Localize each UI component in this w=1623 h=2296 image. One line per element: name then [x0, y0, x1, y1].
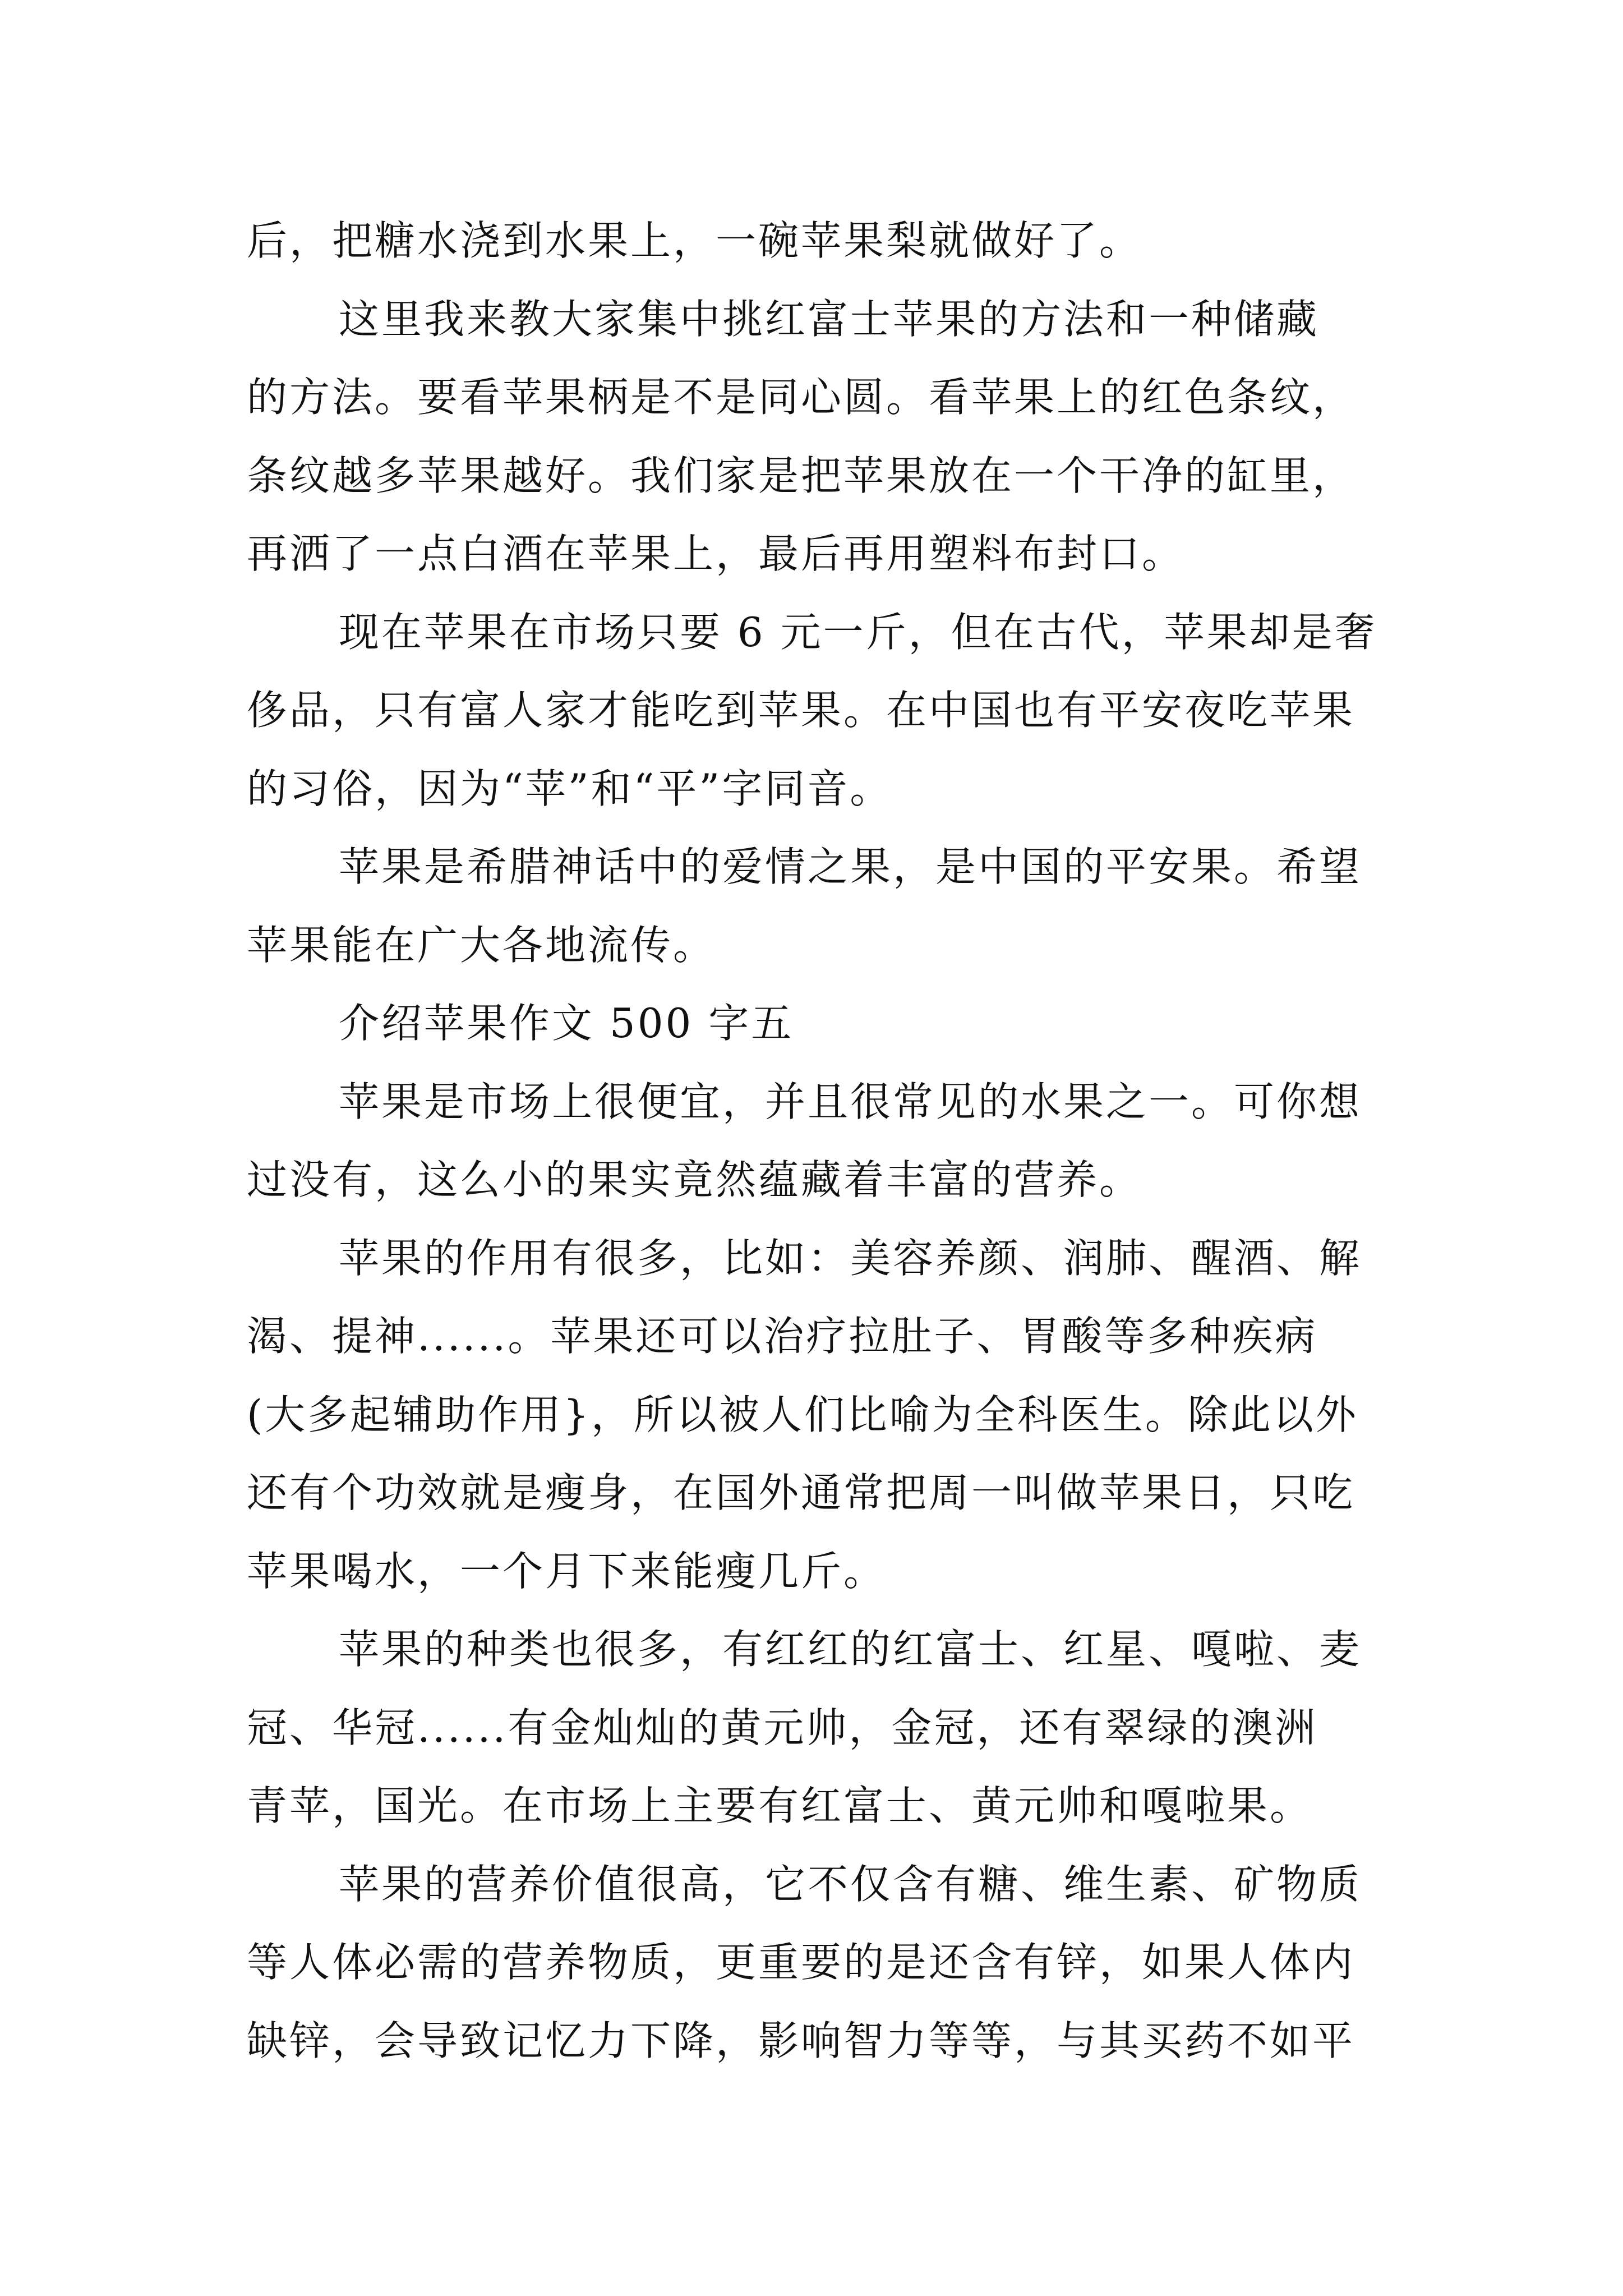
text-line: 侈品，只有富人家才能吃到苹果。在中国也有平安夜吃苹果: [247, 687, 1355, 734]
section-heading: 介绍苹果作文 500 字五: [339, 1000, 794, 1047]
text-line: 渴、提神......。苹果还可以治疗拉肚子、胃酸等多种疾病: [247, 1313, 1318, 1360]
text-line: 后，把糖水浇到水果上，一碗苹果梨就做好了。: [247, 217, 1142, 264]
text-line: 苹果是市场上很便宜，并且很常见的水果之一。可你想: [339, 1078, 1362, 1125]
text-line: 苹果的作用有很多，比如：美容养颜、润肺、醒酒、解: [339, 1234, 1362, 1282]
text-line: 苹果的种类也很多，有红红的红富士、红星、嘎啦、麦: [339, 1626, 1362, 1673]
text-line: 条纹越多苹果越好。我们家是把苹果放在一个干净的缸里，: [247, 452, 1355, 499]
text-line: 苹果的营养价值很高，它不仅含有糖、维生素、矿物质: [339, 1860, 1362, 1908]
text-line: 苹果能在广大各地流传。: [247, 921, 716, 969]
text-line: 过没有，这么小的果实竟然蕴藏着丰富的营养。: [247, 1156, 1142, 1203]
text-line: 再洒了一点白酒在苹果上，最后再用塑料布封口。: [247, 530, 1185, 577]
text-line: (大多起辅助作用}，所以被人们比喻为全科医生。除此以外: [247, 1391, 1358, 1438]
text-line: 的习俗，因为“苹”和“平”字同音。: [247, 765, 893, 812]
text-line: 苹果是希腊神话中的爱情之果，是中国的平安果。希望: [339, 843, 1362, 890]
text-line: 这里我来教大家集中挑红富士苹果的方法和一种储藏: [339, 295, 1320, 343]
text-line: 现在苹果在市场只要 6 元一斤，但在古代，苹果却是奢: [339, 608, 1377, 656]
text-line: 冠、华冠......有金灿灿的黄元帅，金冠，还有翠绿的澳洲: [247, 1704, 1318, 1751]
document-body: [247, 202, 1391, 2080]
text-line: 还有个功效就是瘦身，在国外通常把周一叫做苹果日，只吃: [247, 1469, 1355, 1516]
text-line: 青苹，国光。在市场上主要有红富士、黄元帅和嘎啦果。: [247, 1782, 1313, 1829]
text-line: 的方法。要看苹果柄是不是同心圆。看苹果上的红色条纹，: [247, 374, 1355, 421]
text-line: 缺锌，会导致记忆力下降，影响智力等等，与其买药不如平: [247, 2017, 1355, 2064]
text-line: 苹果喝水，一个月下来能瘦几斤。: [247, 1547, 887, 1595]
text-line: 等人体必需的营养物质，更重要的是还含有锌，如果人体内: [247, 1939, 1355, 1986]
